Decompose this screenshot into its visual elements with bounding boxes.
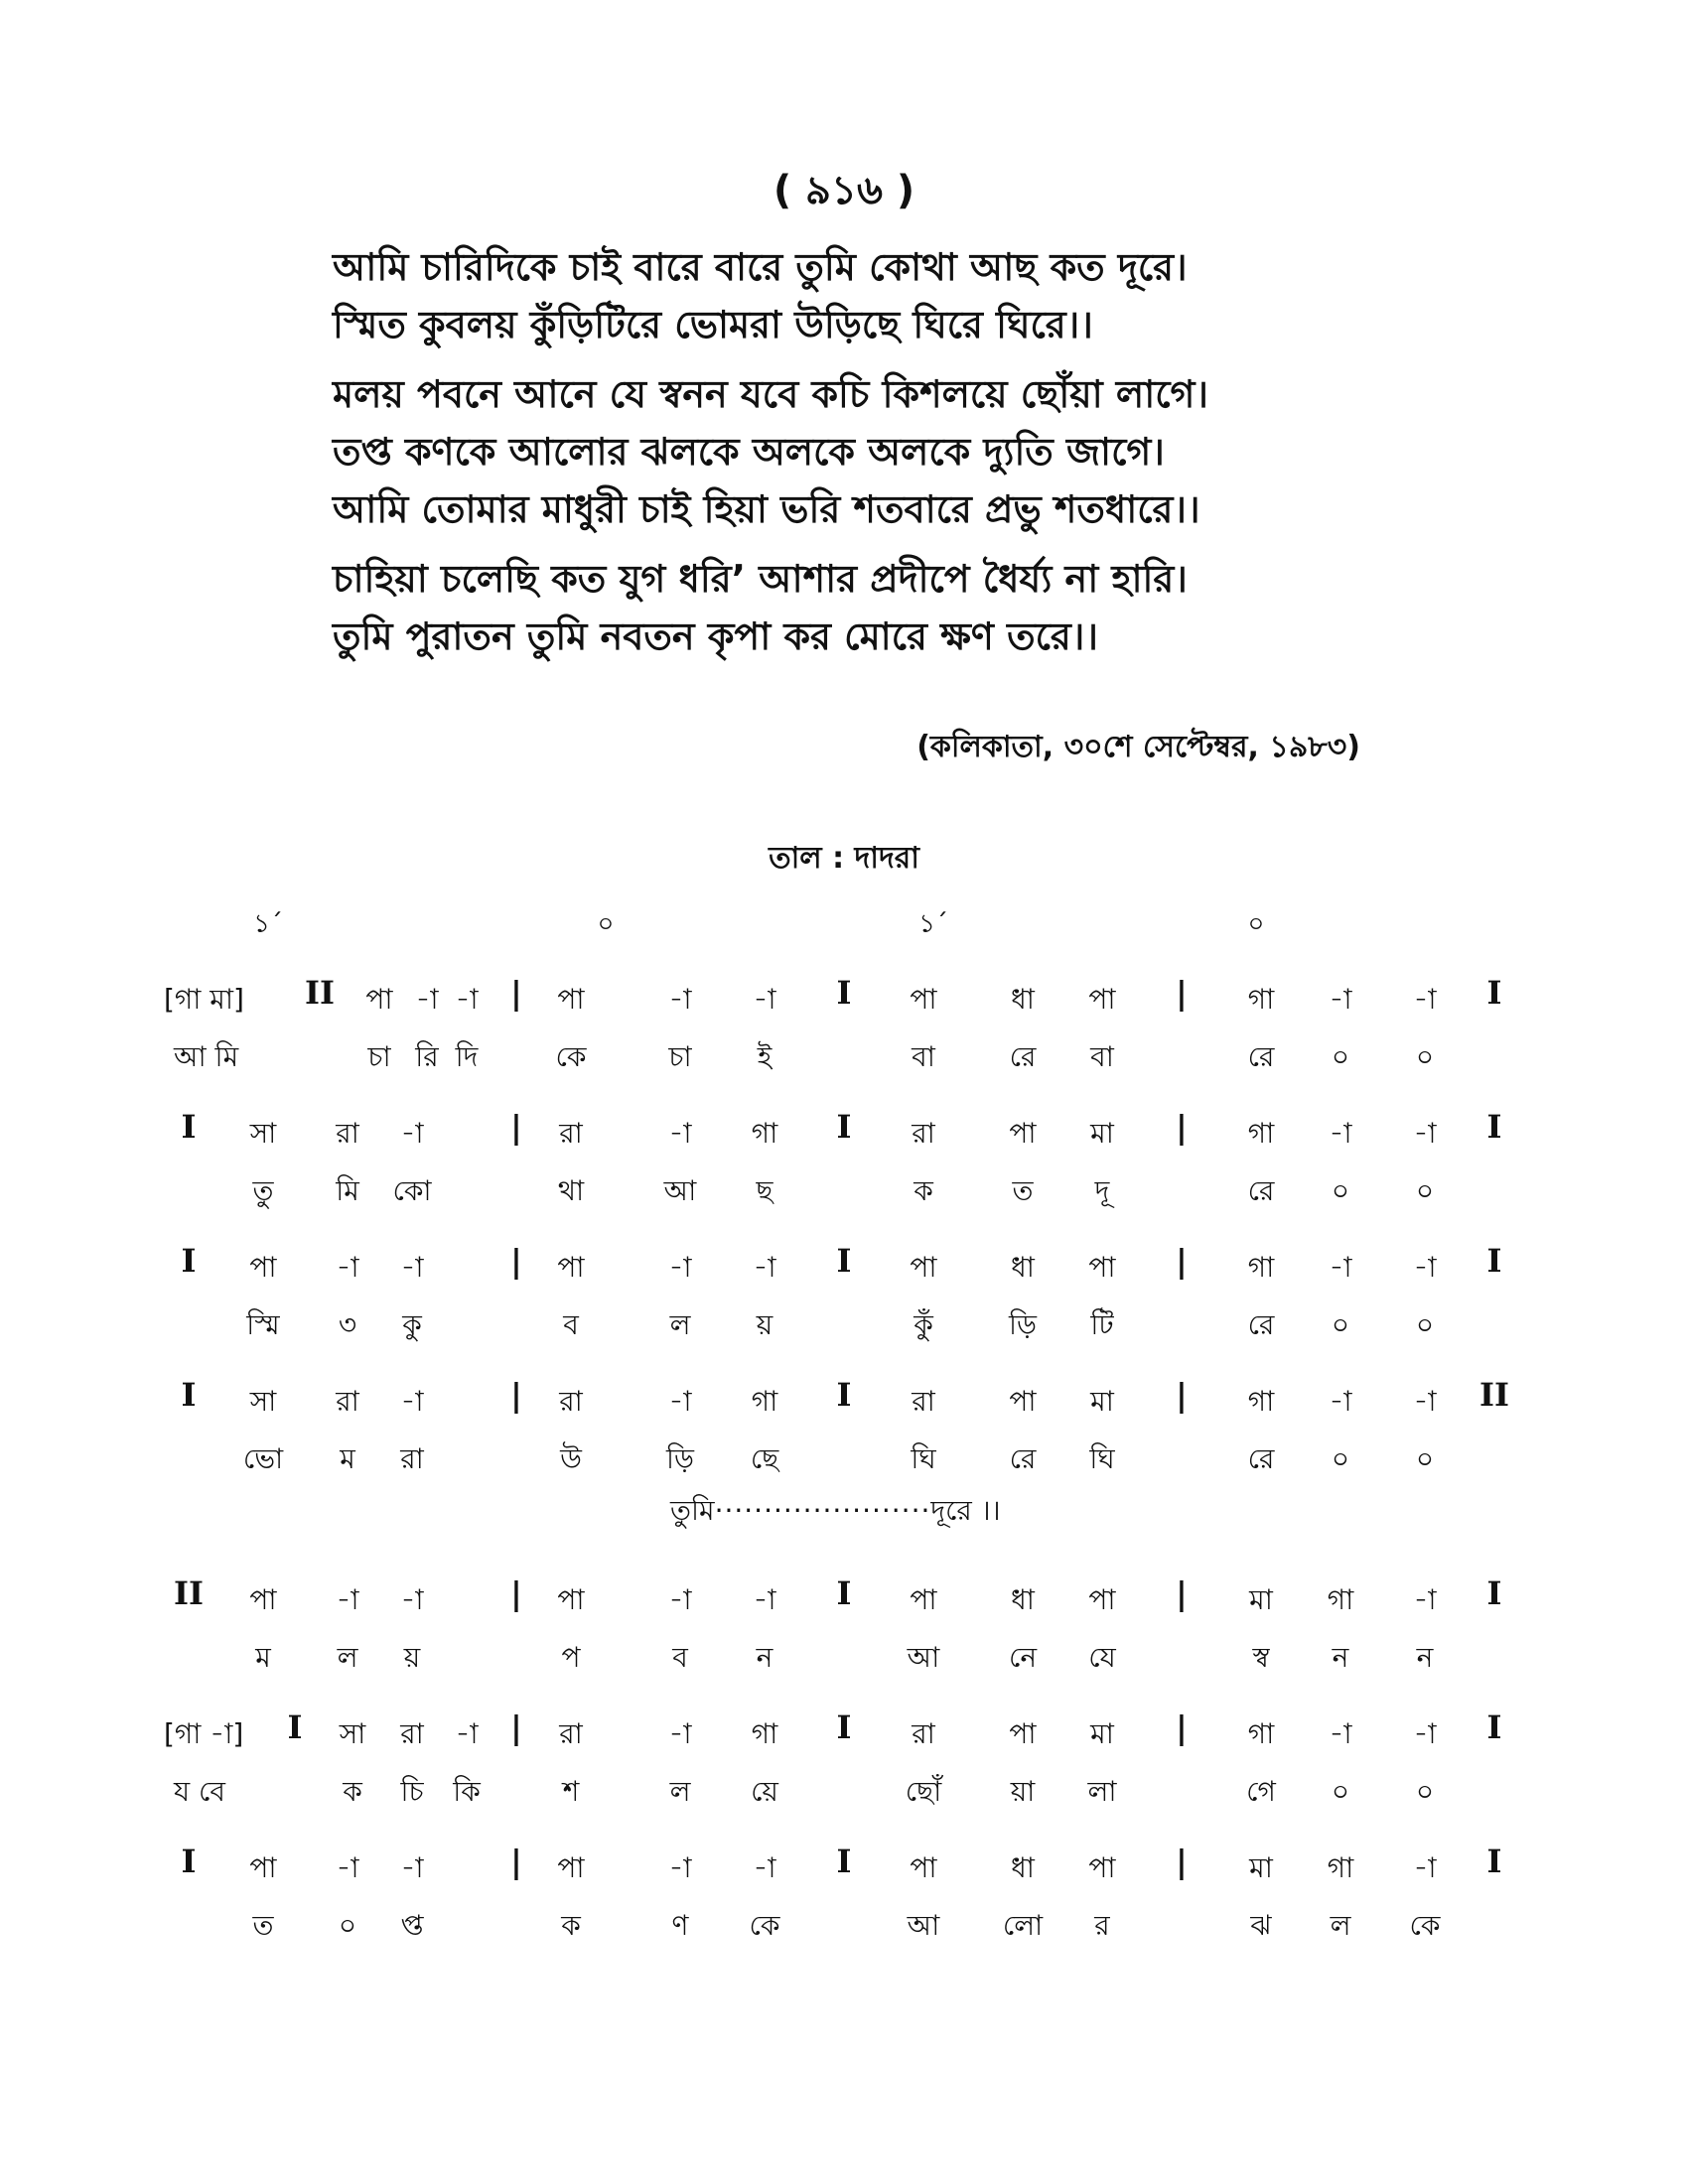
- lyric-syllable: থা: [557, 1174, 585, 1207]
- bar-line-sep: |: [1176, 1708, 1188, 1746]
- lyric-syllable: যে: [1088, 1641, 1116, 1674]
- lyric-syllable: কি: [453, 1775, 481, 1808]
- swara-cell: সা: [339, 1717, 366, 1750]
- swara-cell: গা: [751, 1717, 778, 1750]
- swara-cell: ধা: [1011, 1851, 1035, 1884]
- lyric-syllable: ন: [756, 1641, 774, 1674]
- lyric-syllable: গে: [1246, 1775, 1276, 1808]
- lyric-line: তুমি পুরাতন তুমি নবতন কৃপা কর মোরে ক্ষণ তরে।।: [333, 614, 1098, 658]
- lyric-syllable: ল: [669, 1775, 691, 1808]
- lyric-syllable: র: [1094, 1909, 1110, 1942]
- swara-cell: পা: [249, 1851, 277, 1884]
- lyric-syllable: আ: [907, 1641, 940, 1674]
- swara-cell: রা: [400, 1717, 424, 1750]
- bar-line-sep: |: [1176, 1108, 1188, 1146]
- lyric-syllable: ঘি: [911, 1442, 936, 1475]
- beat-mark: ০: [1247, 909, 1265, 939]
- bar-line-start: I: [181, 1843, 197, 1880]
- bar-line-mid: I: [836, 1843, 852, 1880]
- bar-line-end: I: [1486, 1708, 1502, 1746]
- swara-cell: গা: [751, 1385, 778, 1418]
- lyric-syllable: ০: [1415, 1308, 1435, 1341]
- swara-cell: -া: [1413, 1851, 1437, 1884]
- lyric-syllable: ছে: [750, 1442, 779, 1475]
- swara-cell: রা: [336, 1385, 359, 1418]
- swara-cell: পা: [557, 1851, 585, 1884]
- prefix-lyric: আ মি: [174, 1040, 239, 1073]
- swara-cell: -া: [753, 1251, 776, 1284]
- swara-cell: গা: [1327, 1851, 1354, 1884]
- lyric-syllable: ক: [561, 1909, 581, 1942]
- swara-cell: পা: [1088, 983, 1116, 1016]
- lyric-syllable: ০: [1415, 1442, 1435, 1475]
- lyric-syllable: লো: [1002, 1909, 1044, 1942]
- lyric-syllable: রা: [400, 1442, 424, 1475]
- swara-cell: গা: [1247, 1251, 1275, 1284]
- lyric-syllable: ল: [1330, 1909, 1351, 1942]
- swara-cell: -া: [668, 1117, 692, 1150]
- swara-cell: -া: [668, 1583, 692, 1616]
- bar-line-sep: |: [510, 1843, 522, 1880]
- swara-cell: পা: [1009, 1385, 1037, 1418]
- bar-line-end: I: [1486, 974, 1502, 1012]
- lyric-syllable: উ: [560, 1442, 582, 1475]
- lyric-syllable: য়: [403, 1641, 421, 1674]
- bar-line-mid: I: [836, 1376, 852, 1414]
- swara-cell: গা: [751, 1117, 778, 1150]
- lyric-syllable: তু: [252, 1174, 274, 1207]
- swara-cell: -া: [753, 983, 776, 1016]
- lyric-syllable: শ: [562, 1775, 580, 1808]
- bar-line-sep: |: [1176, 1242, 1188, 1280]
- lyric-syllable: ০: [1331, 1775, 1350, 1808]
- bar-line-sep: |: [510, 1574, 522, 1612]
- swara-cell: গা: [1247, 1117, 1275, 1150]
- swara-cell: -া: [753, 1851, 776, 1884]
- swara-cell: পা: [557, 983, 585, 1016]
- swara-cell: -া: [415, 983, 439, 1016]
- swara-cell: -া: [753, 1583, 776, 1616]
- lyric-syllable: চা: [367, 1040, 391, 1073]
- lyric-syllable: দি: [455, 1040, 479, 1073]
- lyric-syllable: ন: [1416, 1641, 1434, 1674]
- swara-cell: -া: [455, 983, 479, 1016]
- swara-cell: -া: [1329, 1717, 1352, 1750]
- dateline: (কলিকাতা, ৩০শে সেপ্টেম্বর, ১৯৮৩): [916, 730, 1360, 764]
- bar-line-end: I: [1486, 1242, 1502, 1280]
- lyric-syllable: ভো: [242, 1442, 284, 1475]
- lyric-syllable: চা: [668, 1040, 692, 1073]
- lyric-syllable: ক: [914, 1174, 933, 1207]
- lyric-syllable: ড়ি: [666, 1442, 694, 1475]
- bar-line-end: I: [1486, 1574, 1502, 1612]
- swara-cell: -া: [336, 1851, 359, 1884]
- swara-cell: পা: [1088, 1251, 1116, 1284]
- lyric-syllable: ০: [1331, 1442, 1350, 1475]
- bar-line-mid: I: [836, 1574, 852, 1612]
- refrain-end: দূরে ।।: [930, 1494, 1001, 1527]
- swara-cell: ধা: [1011, 983, 1035, 1016]
- swara-cell: মা: [1090, 1717, 1114, 1750]
- lyric-syllable: কুঁ: [914, 1308, 933, 1341]
- lyric-syllable: ছ: [756, 1174, 774, 1207]
- lyric-syllable: ণ: [671, 1909, 689, 1942]
- swara-cell: গা: [1327, 1583, 1354, 1616]
- swara-cell: পা: [910, 1851, 937, 1884]
- swara-cell: পা: [1088, 1851, 1116, 1884]
- swara-cell: মা: [1249, 1583, 1273, 1616]
- swara-cell: পা: [249, 1583, 277, 1616]
- swara-cell: -া: [400, 1385, 424, 1418]
- lyric-syllable: ০: [1331, 1174, 1350, 1207]
- swara-cell: রা: [559, 1117, 583, 1150]
- lyric-syllable: ন: [1332, 1641, 1349, 1674]
- swara-cell: -া: [455, 1717, 479, 1750]
- swara-cell: পা: [910, 1583, 937, 1616]
- swara-cell: গা: [1247, 983, 1275, 1016]
- lyric-syllable: রে: [1247, 1308, 1275, 1341]
- swara-cell: -া: [1329, 1251, 1352, 1284]
- bar-line-sep: |: [510, 1376, 522, 1414]
- beat-mark: ১´: [253, 909, 283, 939]
- swara-cell: রা: [559, 1717, 583, 1750]
- lyric-syllable: দূ: [1094, 1174, 1110, 1207]
- swara-cell: -া: [1413, 1717, 1437, 1750]
- lyric-syllable: রি: [415, 1040, 439, 1073]
- beat-mark: ১´: [918, 909, 948, 939]
- bar-line-sep: |: [510, 1242, 522, 1280]
- swara-cell: -া: [1413, 1117, 1437, 1150]
- bar-line-start: I: [181, 1108, 197, 1146]
- swara-cell: রা: [559, 1385, 583, 1418]
- bar-line-sep: |: [510, 1108, 522, 1146]
- lyric-syllable: ছোঁ: [905, 1775, 942, 1808]
- swara-cell: -া: [336, 1251, 359, 1284]
- bar-line-start: I: [181, 1242, 197, 1280]
- lyric-syllable: য়া: [1010, 1775, 1036, 1808]
- bar-line-sep: |: [1176, 1843, 1188, 1880]
- lyric-syllable: প: [561, 1641, 581, 1674]
- lyric-syllable: ০: [1331, 1308, 1350, 1341]
- swara-cell: -া: [1413, 1385, 1437, 1418]
- lyric-syllable: য়ে: [751, 1775, 778, 1808]
- lyric-syllable: কে: [1409, 1909, 1441, 1942]
- lyric-line: চাহিয়া চলেছি কত যুগ ধরি’ আশার প্রদীপে ধৈর্য্য না হারি।: [333, 557, 1188, 601]
- swara-cell: সা: [249, 1117, 277, 1150]
- lyric-syllable: ০: [1415, 1775, 1435, 1808]
- bar-line-end: II: [1479, 1376, 1509, 1414]
- lyric-syllable: কু: [402, 1308, 422, 1341]
- swara-cell: -া: [1329, 1117, 1352, 1150]
- lyric-line: স্মিত কুবলয় কুঁড়িটিরে ভোমরা উড়িছে ঘিরে ঘিরে।।: [333, 303, 1093, 346]
- lyric-syllable: ঝ: [1250, 1909, 1272, 1942]
- lyric-syllable: ০: [1415, 1040, 1435, 1073]
- swara-cell: -া: [336, 1583, 359, 1616]
- bar-line-sep: |: [510, 974, 522, 1012]
- swara-cell: ধা: [1011, 1583, 1035, 1616]
- lyric-syllable: ব: [563, 1308, 579, 1341]
- prefix-swara: [গা -া]: [164, 1717, 244, 1750]
- swara-cell: -া: [1413, 1583, 1437, 1616]
- lyric-syllable: ঘি: [1089, 1442, 1115, 1475]
- bar-line-start: II: [174, 1574, 204, 1612]
- lyric-syllable: ল: [669, 1308, 691, 1341]
- lyric-syllable: রে: [1247, 1174, 1275, 1207]
- swara-cell: -া: [1329, 983, 1352, 1016]
- prefix-swara: [গা মা]: [164, 983, 244, 1016]
- swara-cell: পা: [249, 1251, 277, 1284]
- lyric-syllable: ল: [337, 1641, 358, 1674]
- lyric-syllable: ম: [255, 1641, 271, 1674]
- refrain-line: [670, 1489, 1001, 1536]
- swara-cell: পা: [910, 1251, 937, 1284]
- swara-cell: -া: [668, 1251, 692, 1284]
- lyric-syllable: প্ত: [400, 1909, 424, 1942]
- swara-cell: পা: [557, 1251, 585, 1284]
- lyric-syllable: ড়ি: [1009, 1308, 1037, 1341]
- lyric-line: মলয় পবনে আনে যে স্বনন যবে কচি কিশলয়ে ছোঁয়া লাগে।: [333, 372, 1208, 416]
- lyric-syllable: আ: [907, 1909, 940, 1942]
- lyric-syllable: স্মি: [246, 1308, 280, 1341]
- bar-line-start: II: [305, 974, 335, 1012]
- tala-heading: তাল : দাদরা: [769, 841, 919, 876]
- lyric-syllable: কো: [392, 1174, 432, 1207]
- bar-line-mid: I: [836, 974, 852, 1012]
- swara-cell: -া: [1329, 1385, 1352, 1418]
- lyric-syllable: ই: [757, 1040, 773, 1073]
- swara-cell: -া: [1413, 1251, 1437, 1284]
- bar-line-end: I: [1486, 1843, 1502, 1880]
- swara-cell: গা: [1247, 1385, 1275, 1418]
- swara-cell: পা: [365, 983, 393, 1016]
- lyric-syllable: নে: [1008, 1641, 1038, 1674]
- swara-cell: পা: [1009, 1117, 1037, 1150]
- swara-cell: গা: [1247, 1717, 1275, 1750]
- bar-line-start: I: [287, 1708, 303, 1746]
- swara-cell: মা: [1090, 1385, 1114, 1418]
- lyric-syllable: য়: [756, 1308, 774, 1341]
- refrain-start: তুমি: [670, 1494, 715, 1527]
- swara-cell: -া: [400, 1117, 424, 1150]
- lyric-line: তপ্ত কণকে আলোর ঝলকে অলকে অলকে দ্যুতি জাগে।: [333, 430, 1165, 474]
- bar-line-mid: I: [836, 1242, 852, 1280]
- lyric-syllable: বা: [1090, 1040, 1114, 1073]
- lyric-syllable: লা: [1087, 1775, 1117, 1808]
- swara-cell: রা: [336, 1117, 359, 1150]
- bar-line-sep: |: [1176, 974, 1188, 1012]
- lyric-syllable: ত: [252, 1909, 274, 1942]
- lyric-syllable: কে: [749, 1909, 780, 1942]
- swara-cell: -া: [668, 1385, 692, 1418]
- bar-line-sep: |: [510, 1708, 522, 1746]
- lyric-syllable: ব: [672, 1641, 688, 1674]
- swara-cell: মা: [1090, 1117, 1114, 1150]
- lyric-syllable: মি: [336, 1174, 359, 1207]
- lyric-syllable: ০: [338, 1909, 357, 1942]
- swara-cell: পা: [1088, 1583, 1116, 1616]
- lyric-syllable: চি: [400, 1775, 424, 1808]
- swara-cell: রা: [912, 1117, 935, 1150]
- swara-cell: রা: [912, 1717, 935, 1750]
- swara-cell: -া: [668, 1717, 692, 1750]
- bar-line-start: I: [181, 1376, 197, 1414]
- bar-line-sep: |: [1176, 1574, 1188, 1612]
- lyric-syllable: আ: [663, 1174, 697, 1207]
- lyric-syllable: রে: [1247, 1040, 1275, 1073]
- bar-line-mid: I: [836, 1708, 852, 1746]
- lyric-line: আমি তোমার মাধুরী চাই হিয়া ভরি শতবারে প্রভু শতধারে।।: [333, 487, 1200, 531]
- lyric-syllable: বা: [912, 1040, 935, 1073]
- swara-cell: রা: [912, 1385, 935, 1418]
- lyric-syllable: ৩: [338, 1308, 357, 1341]
- song-number: ( ৯১৬ ): [773, 168, 915, 213]
- lyric-syllable: টি: [1090, 1308, 1114, 1341]
- swara-cell: ধা: [1011, 1251, 1035, 1284]
- lyric-syllable: ক: [343, 1775, 362, 1808]
- swara-cell: পা: [1009, 1717, 1037, 1750]
- lyric-line: আমি চারিদিকে চাই বারে বারে তুমি কোথা আছ কত দূরে।: [333, 245, 1188, 289]
- swara-cell: পা: [910, 983, 937, 1016]
- lyric-syllable: ম: [340, 1442, 355, 1475]
- beat-mark: ০: [597, 909, 615, 939]
- swara-cell: -া: [1413, 983, 1437, 1016]
- bar-line-end: I: [1486, 1108, 1502, 1146]
- swara-cell: -া: [400, 1583, 424, 1616]
- lyric-syllable: স্ব: [1252, 1641, 1270, 1674]
- lyric-syllable: কে: [555, 1040, 587, 1073]
- swara-cell: সা: [249, 1385, 277, 1418]
- lyric-syllable: ত: [1012, 1174, 1034, 1207]
- lyric-syllable: রে: [1009, 1442, 1037, 1475]
- prefix-lyric: য বে: [174, 1775, 225, 1808]
- lyric-syllable: ০: [1415, 1174, 1435, 1207]
- bar-line-sep: |: [1176, 1376, 1188, 1414]
- swara-cell: মা: [1249, 1851, 1273, 1884]
- refrain-dots: ······················: [714, 1494, 931, 1527]
- bar-line-mid: I: [836, 1108, 852, 1146]
- lyric-syllable: রে: [1247, 1442, 1275, 1475]
- swara-cell: -া: [400, 1251, 424, 1284]
- swara-cell: -া: [668, 983, 692, 1016]
- swara-cell: -া: [400, 1851, 424, 1884]
- lyric-syllable: রে: [1009, 1040, 1037, 1073]
- swara-cell: পা: [557, 1583, 585, 1616]
- lyric-syllable: ০: [1331, 1040, 1350, 1073]
- swara-cell: -া: [668, 1851, 692, 1884]
